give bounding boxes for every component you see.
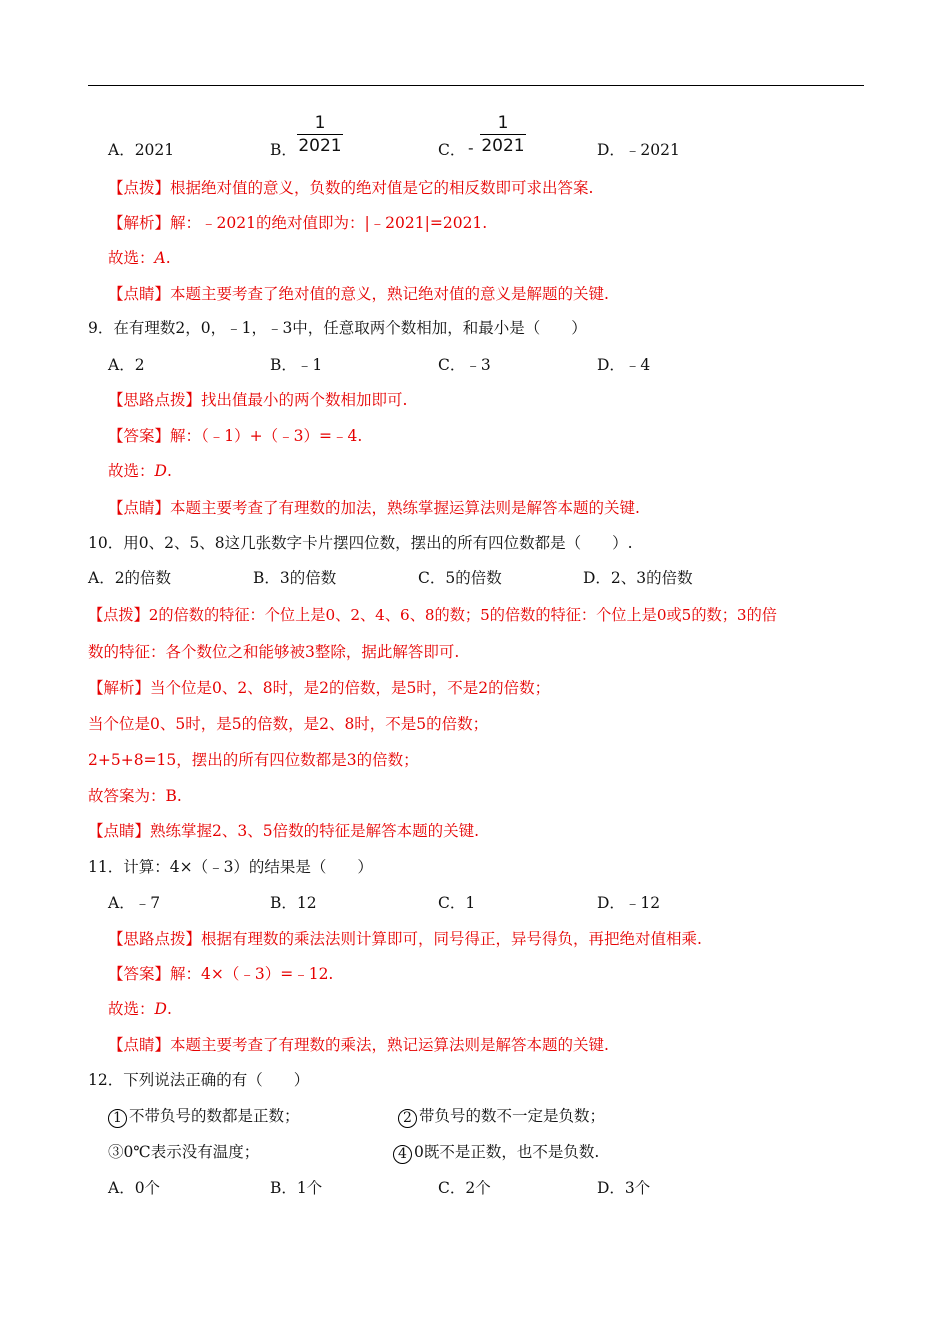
- q9-hint: [108, 390, 407, 410]
- q11-answer: [108, 964, 333, 984]
- q11-option-b: B．12: [270, 894, 317, 912]
- comment-text: 本题主要考查了有理数的乘法，熟记运算法则是解答本题的关键.: [170, 1036, 609, 1054]
- q11-option-d: D．﹣12: [597, 894, 661, 912]
- q8-option-c-label: C．: [438, 141, 466, 159]
- q10-analysis-line-3: 2+5+8=15，摆出的所有四位数都是3的倍数；: [88, 751, 419, 769]
- comment-text: 本题主要考查了绝对值的意义，熟记绝对值的意义是解题的关键.: [170, 285, 609, 303]
- answer-tag: 【答案】: [108, 427, 171, 445]
- q8-option-c-fraction: [480, 113, 526, 156]
- hint-text: 根据有理数的乘法法则计算即可，同号得正，异号得负，再把绝对值相乘.: [201, 930, 702, 948]
- choice-letter: D: [154, 1000, 167, 1018]
- answer-tag: 【答案】: [108, 965, 171, 983]
- q8-analysis: [108, 213, 487, 233]
- q10-option-a: A．2的倍数: [88, 569, 172, 587]
- q12-option-c: C．2个: [438, 1179, 491, 1197]
- q12-statement-1: [108, 1106, 300, 1128]
- hint-text: 根据绝对值的意义，负数的绝对值是它的相反数即可求出答案.: [170, 179, 594, 197]
- q8-choice: [108, 248, 171, 268]
- analysis-tag: 【解析】: [108, 214, 171, 232]
- q12-option-a: A．0个: [108, 1179, 161, 1197]
- hint-tag: 【思路点拨】: [108, 930, 202, 948]
- q11-hint: [108, 929, 702, 949]
- comment-tag: 【点睛】: [108, 499, 171, 517]
- hint-tag: 【思路点拨】: [108, 391, 202, 409]
- q10-analysis-line-2: 当个位是0、5时，是5的倍数，是2、8时，不是5的倍数；: [88, 715, 489, 733]
- q8-option-c-sign: -: [468, 139, 474, 157]
- answer-text: 解：4×（﹣3）=﹣12.: [170, 965, 334, 983]
- statement-text: 带负号的数不一定是负数；: [419, 1107, 606, 1125]
- statement-text: 0既不是正数，也不是负数.: [414, 1143, 600, 1161]
- q8-comment: [108, 284, 609, 304]
- hint-tag: 【点拨】: [108, 179, 171, 197]
- q10-comment-line: 【点睛】熟练掌握2、3、5倍数的特征是解答本题的关键.: [88, 822, 480, 840]
- q8-option-b-fraction: [297, 113, 343, 156]
- q12-stem: 12．下列说法正确的有（ ）: [88, 1071, 310, 1089]
- fraction-bar: [480, 134, 526, 135]
- fraction-numerator: 1: [314, 113, 326, 133]
- choice-suffix: .: [166, 462, 172, 480]
- q8-option-d: D．﹣2021: [597, 141, 680, 159]
- q9-option-c: C．﹣3: [438, 356, 491, 374]
- q10-hint-line-1: 【点拨】2的倍数的特征：个位上是0、2、4、6、8的数；5的倍数的特征：个位上是0或5的数；3的倍: [88, 606, 777, 624]
- choice-suffix: .: [166, 1000, 172, 1018]
- q12-statement-4: [393, 1142, 599, 1164]
- choice-letter: D: [154, 462, 167, 480]
- fraction-bar: [297, 134, 343, 135]
- q8-option-b-label: B．: [270, 141, 297, 159]
- hint-text: 找出值最小的两个数相加即可.: [201, 391, 408, 409]
- q11-choice: [108, 999, 172, 1019]
- q12-statement-3: ③0℃表示没有温度；: [108, 1143, 260, 1161]
- q9-stem: 9．在有理数2，0，﹣1，﹣3中，任意取两个数相加，和最小是（ ）: [88, 319, 587, 337]
- q10-option-c: C．5的倍数: [418, 569, 502, 587]
- q12-option-b: B．1个: [270, 1179, 323, 1197]
- fraction-numerator: 1: [497, 113, 509, 133]
- circled-number: 2: [398, 1109, 417, 1128]
- q9-answer: [108, 426, 362, 446]
- analysis-text: 解：﹣2021的绝对值即为：|﹣2021|=2021.: [170, 214, 488, 232]
- answer-text: 解：（﹣1）+（﹣3）=﹣4.: [170, 427, 363, 445]
- q10-answer-line: 故答案为：B.: [88, 787, 182, 805]
- comment-text: 本题主要考查了有理数的加法，熟练掌握运算法则是解答本题的关键.: [170, 499, 640, 517]
- choice-suffix: .: [165, 249, 171, 267]
- circled-number: 1: [108, 1109, 127, 1128]
- header-rule: [88, 85, 864, 86]
- q8-option-a: A．2021: [108, 141, 175, 159]
- q10-analysis-line-1: 【解析】当个位是0、2、8时，是2的倍数，是5时，不是2的倍数；: [88, 679, 551, 697]
- q9-option-a: A．2: [108, 356, 145, 374]
- q11-stem: 11．计算：4×（﹣3）的结果是（ ）: [88, 858, 373, 876]
- q10-option-b: B．3的倍数: [253, 569, 337, 587]
- choice-prefix: 故选：: [108, 1000, 155, 1018]
- circled-number: 4: [393, 1145, 412, 1164]
- q8-hint: [108, 178, 593, 198]
- q11-option-c: C．1: [438, 894, 476, 912]
- q9-option-b: B．﹣1: [270, 356, 323, 374]
- statement-text: 不带负号的数都是正数；: [129, 1107, 300, 1125]
- comment-tag: 【点睛】: [108, 285, 171, 303]
- choice-prefix: 故选：: [108, 462, 155, 480]
- q10-stem: 10．用0、2、5、8这几张数字卡片摆四位数，摆出的所有四位数都是（ ）.: [88, 534, 633, 552]
- q12-option-d: D．3个: [597, 1179, 651, 1197]
- choice-prefix: 故选：: [108, 249, 155, 267]
- comment-tag: 【点睛】: [108, 1036, 171, 1054]
- q12-statement-2: [398, 1106, 605, 1128]
- choice-letter: A: [154, 249, 166, 267]
- q10-hint-line-2: 数的特征：各个数位之和能够被3整除，据此解答即可.: [88, 643, 460, 661]
- q11-option-a: A．﹣7: [108, 894, 161, 912]
- q9-choice: [108, 461, 172, 481]
- q11-comment: [108, 1035, 609, 1055]
- q10-option-d: D．2、3的倍数: [583, 569, 693, 587]
- q9-option-d: D．﹣4: [597, 356, 651, 374]
- q9-comment: [108, 498, 640, 518]
- fraction-denominator: 2021: [298, 136, 342, 156]
- fraction-denominator: 2021: [481, 136, 525, 156]
